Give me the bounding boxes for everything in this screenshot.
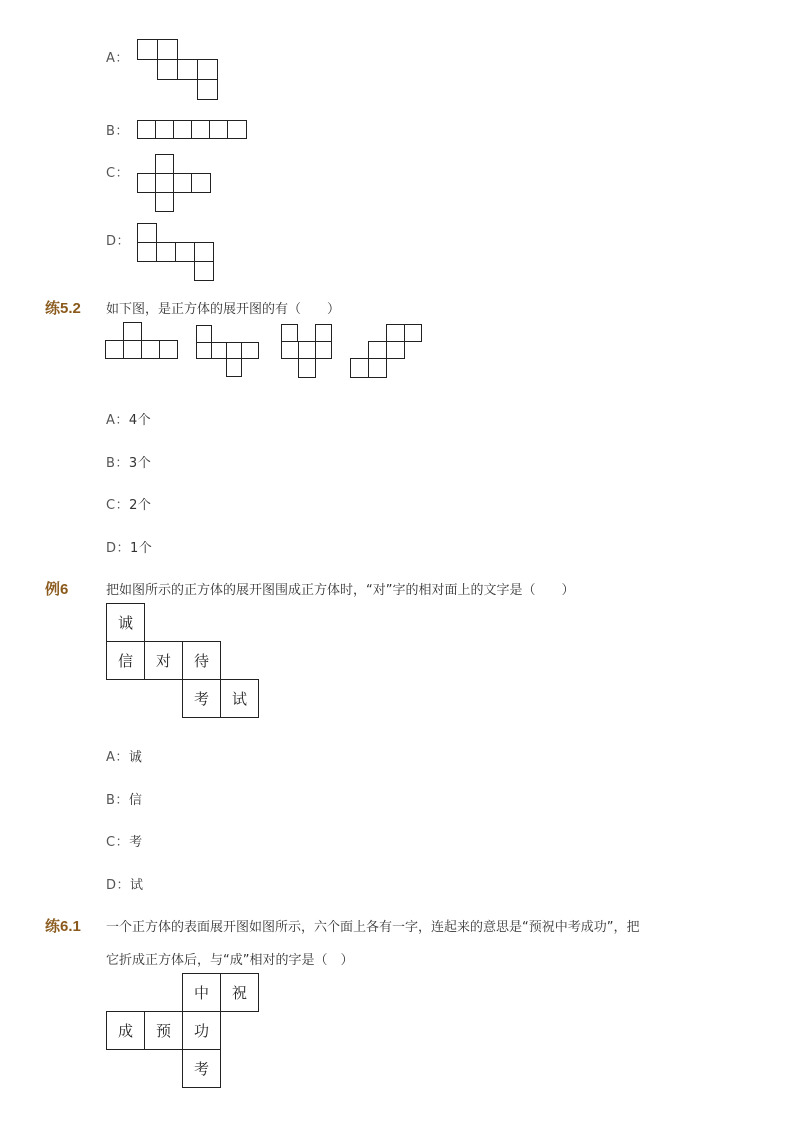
option-label: D： <box>106 541 131 556</box>
net-square <box>137 120 156 139</box>
net-face: 考 <box>182 679 221 718</box>
option-label: A： <box>106 413 129 428</box>
net-square <box>137 242 157 262</box>
net-face: 信 <box>106 641 145 680</box>
net-square <box>175 242 195 262</box>
net-square <box>404 324 422 342</box>
option-c[interactable] <box>106 831 143 850</box>
net-square <box>386 341 405 359</box>
net-square <box>123 340 142 359</box>
net-square <box>157 59 178 80</box>
net-face: 诚 <box>106 603 145 642</box>
net-face: 祝 <box>220 973 259 1012</box>
net-face: 试 <box>220 679 259 718</box>
net-square <box>227 120 247 139</box>
option-a[interactable] <box>106 409 151 428</box>
net-square <box>211 342 227 359</box>
option-label: B： <box>106 456 129 471</box>
option-value: 考 <box>129 835 143 850</box>
net-face: 对 <box>144 641 183 680</box>
question-text: 把如图所示的正方体的展开图围成正方体时，“对”字的相对面上的文字是（ ） <box>106 583 575 598</box>
net-square <box>105 340 124 359</box>
net-face: 待 <box>182 641 221 680</box>
net-square <box>298 341 316 359</box>
option-label: A： <box>106 750 129 765</box>
option-label: C： <box>106 835 130 850</box>
net-square <box>155 154 174 174</box>
option-a[interactable] <box>106 746 142 765</box>
net-square <box>123 322 142 341</box>
example-tag: 例6 <box>45 581 69 598</box>
net-square <box>281 341 299 359</box>
net-square <box>350 358 369 378</box>
option-label: B： <box>106 793 129 808</box>
option-value: 1个 <box>130 541 153 556</box>
net-square <box>196 325 212 343</box>
option-d-label: D： <box>106 234 131 249</box>
question-text: 如下图，是正方体的展开图的有（ ） <box>106 302 341 317</box>
net-square <box>137 223 157 243</box>
net-square <box>194 242 214 262</box>
net-square <box>315 341 332 359</box>
option-value: 信 <box>128 793 143 808</box>
exercise-tag: 练5.2 <box>45 300 81 317</box>
net-square <box>156 242 176 262</box>
option-value: 诚 <box>128 750 143 765</box>
net-square <box>155 192 174 212</box>
net-square <box>241 342 259 359</box>
net-square <box>191 120 210 139</box>
net-square <box>177 59 198 80</box>
net-square <box>141 340 160 359</box>
net-face: 功 <box>182 1011 221 1050</box>
net-square <box>137 173 156 193</box>
exercise-tag: 练6.1 <box>45 918 81 935</box>
option-b[interactable] <box>106 789 142 808</box>
option-value: 4个 <box>128 413 152 428</box>
net-square <box>194 261 214 281</box>
option-d[interactable] <box>106 874 144 893</box>
net-face: 成 <box>106 1011 145 1050</box>
net-square <box>368 358 387 378</box>
net-face: 考 <box>182 1049 221 1088</box>
option-value: 试 <box>130 878 144 893</box>
net-square <box>196 342 212 359</box>
question-text-line1: 一个正方体的表面展开图如图所示，六个面上各有一字，连起来的意思是“预祝中考成功”，把 <box>106 920 640 935</box>
net-square <box>226 358 242 377</box>
option-b-label: B： <box>106 124 129 139</box>
net-square <box>191 173 211 193</box>
net-square <box>209 120 228 139</box>
net-square <box>368 341 387 359</box>
option-c-label: C： <box>106 166 130 181</box>
option-label: C： <box>106 498 130 513</box>
net-square <box>315 324 332 342</box>
net-square <box>159 340 178 359</box>
option-value: 2个 <box>129 498 152 513</box>
option-d[interactable] <box>106 537 152 556</box>
net-square <box>197 59 218 80</box>
net-square <box>197 79 218 100</box>
net-square <box>157 39 178 60</box>
net-face: 中 <box>182 973 221 1012</box>
option-b[interactable] <box>106 452 151 471</box>
net-square <box>137 39 158 60</box>
option-label: D： <box>106 878 131 893</box>
net-square <box>155 173 174 193</box>
net-square <box>173 173 192 193</box>
question-text-line2: 它折成正方体后，与“成”相对的字是（ ） <box>106 953 354 968</box>
option-value: 3个 <box>128 456 152 471</box>
option-a-label: A： <box>106 51 129 66</box>
option-c[interactable] <box>106 494 151 513</box>
net-square <box>298 358 316 378</box>
net-square <box>173 120 192 139</box>
net-square <box>226 342 242 359</box>
net-square <box>281 324 298 342</box>
net-square <box>386 324 405 342</box>
net-face: 预 <box>144 1011 183 1050</box>
net-square <box>155 120 174 139</box>
